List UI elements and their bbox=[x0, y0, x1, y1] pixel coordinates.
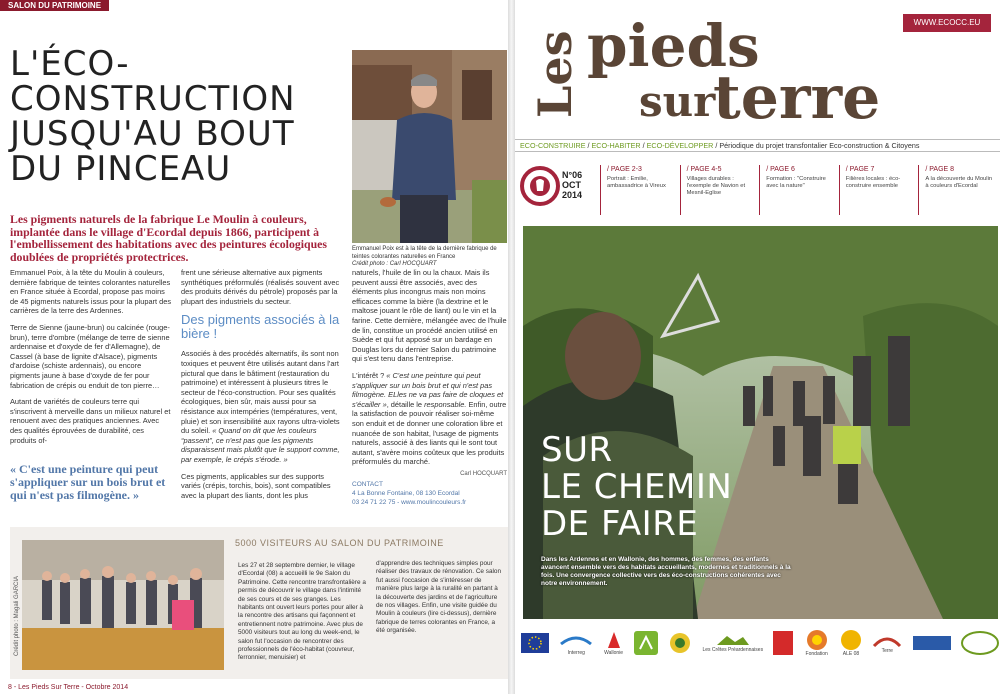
tagline-text: Périodique du projet transfontalier Eco-construction & Citoyens bbox=[719, 141, 920, 150]
paragraph-mid: , détaille le bbox=[386, 399, 423, 409]
box-title: 5000 VISITEURS AU SALON DU PATRIMOINE bbox=[235, 538, 444, 548]
logo-les: Les bbox=[528, 30, 582, 118]
teaser-text: Portrait : Emilie, ambassadrice à Vireux bbox=[607, 176, 666, 190]
paragraph bbox=[352, 371, 507, 467]
pull-quote: « C'est une peinture qui peut s'appliquer sur un bois brut et qui n'est pas filmogène. » bbox=[10, 462, 166, 502]
inline-quote: « C'est une peinture qui peut s'appliquer sur un bois brut et qui n'est pas filmogène. ELles ne va pas faire de cloques et s'écailler » bbox=[352, 370, 504, 409]
teaser-page: / PAGE 6 bbox=[766, 166, 795, 173]
ale08-logo bbox=[840, 629, 862, 657]
teaser-item[interactable] bbox=[600, 165, 680, 215]
title-line: CONSTRUCTION bbox=[10, 79, 296, 119]
tagline-eco-habiter: ECO-HABITER bbox=[591, 141, 641, 150]
issue-month: OCT bbox=[562, 180, 581, 190]
tagline-separator: / bbox=[642, 141, 647, 150]
logo-label: Wallonie bbox=[604, 650, 624, 656]
logo-label: Terre bbox=[881, 648, 893, 654]
logo-label: Les Crêtes Préardennaises bbox=[702, 647, 764, 653]
title-line: DU PINCEAU bbox=[10, 149, 232, 189]
author-signature: Carl HOCQUART bbox=[460, 470, 507, 477]
teaser-page: / PAGE 8 bbox=[925, 166, 955, 173]
text-column-2 bbox=[181, 268, 343, 507]
green-leaf-logo bbox=[634, 631, 658, 655]
issue-year: 2014 bbox=[562, 190, 583, 200]
box-column-2: d'apprendre des techniques simples pour réaliser des travaux de rénovation. Ce salon fut aussi l'occasion de s'intéresser de manière plus large à la ruralité en partant à la découverte des jardins et de l'agriculture de nos villages. Enfin, une visite guidée du Moulin à couleurs (lire ci-dessus), dernière fabrique de terres colorantes en France, a été organisée. bbox=[376, 560, 502, 635]
paragraph-end: Enfin, outre la satisfaction de pouvoir réaliser soi-même son enduit et de donner une coloration libre et nuancée de son habitat, l'usage de pigments naturels, associé à des liants qui le sont tout autant, s'avère moins coûteux que les produits préformulés du marché. bbox=[352, 399, 507, 467]
article-title bbox=[10, 44, 350, 189]
contact-block bbox=[352, 480, 507, 507]
photo-credit-vertical bbox=[12, 548, 20, 658]
teaser-text: Formation : "Construire avec la nature" bbox=[766, 176, 826, 190]
logo-label: ALE 08 bbox=[842, 651, 860, 657]
teaser-item[interactable] bbox=[680, 165, 760, 215]
paragraph: Ces pigments, applicables sur des supports variés (crépis, torchis, bois), sont compatibles avec la plupart des liants, dont les plus bbox=[181, 471, 331, 500]
box-column-1: Les 27 et 28 septembre dernier, le village d'Ecordal (08) a accueilli le 9e Salon du Patrimoine. Cette rencontre transfrontalière a permis de découvrir le village dans l'intimité de ses cours et de ses granges. Les habitants ont ouvert leurs portes pour aller à la rencontre des artisans qui façonnent et entretiennent notre patrimoine. Avec plus de 5000 visiteurs tout au long du week-end, le salon fut l'occasion de rencontrer des professionnels de l'éco-habitat (couvreur, ferronnier, menuisier) et bbox=[238, 562, 366, 662]
paragraph bbox=[181, 349, 343, 464]
tagline-separator: / bbox=[587, 141, 592, 150]
tagline-separator: / bbox=[715, 141, 720, 150]
emblem-logo bbox=[668, 631, 692, 655]
tagline-eco-developper: ECO-DÉVELOPPER bbox=[646, 141, 714, 150]
paragraph-text: Associés à des procédés alternatifs, ils sont non toxiques et peuvent être utilisés autant dans l'art pictural que dans le bâtiment (restauration du patrimoine) et intéressent à plusieurs titres le secteur de l'éco-construction. Pour ses qualités écologiques, bien sûr, mais aussi pour sa résistance aux intempéries (températures, vent, pluie) et son insensibilité aux rayons ultra-violets du soleil. bbox=[181, 349, 340, 436]
paragraph-start: L'intérêt ? bbox=[352, 370, 385, 380]
contents-teasers bbox=[600, 165, 998, 215]
text-column-3 bbox=[352, 268, 507, 479]
cretes-logo bbox=[702, 633, 763, 653]
red-square-logo bbox=[773, 631, 793, 655]
visitors-photo bbox=[22, 540, 224, 670]
tagline-bar bbox=[515, 139, 1000, 152]
teaser-text: A la découverte du Moulin à couleurs d'Ecordal bbox=[925, 176, 993, 190]
cover-headline bbox=[541, 432, 732, 543]
page-footer: 8 - Les Pieds Sur Terre - Octobre 2014 bbox=[8, 684, 129, 691]
teaser-text: Filières locales : éco-construire ensemble bbox=[845, 176, 901, 190]
right-page bbox=[515, 0, 1000, 694]
issue-info bbox=[562, 170, 582, 200]
logo-terre: terre bbox=[713, 63, 881, 133]
contact-address: 4 La Bonne Fontaine, 08 130 Ecordal bbox=[352, 490, 460, 497]
paragraph: naturels, l'huile de lin ou la chaux. Mais ils peuvent aussi être associés, avec des éléments plus incongrus mais non moins efficaces comme la bière (la dextrine et le maltose jouant le rôle de liant) ou le vin et la farine. Cette dernière, mélangée avec de l'huile de lin, constitue un procédé ancien utilisé en Suède et qui fut apposé sur un bardage en Douglas lors du dernier Salon du patrimoine qui s'est tenu dans l'entreprise. bbox=[352, 268, 507, 364]
teaser-item[interactable] bbox=[759, 165, 839, 215]
logo-label: Interreg bbox=[567, 650, 585, 656]
wallonie-logo bbox=[604, 630, 624, 656]
headline-line: DE FAIRE bbox=[541, 504, 699, 544]
teaser-page: / PAGE 4-5 bbox=[686, 166, 722, 173]
text-column-1 bbox=[10, 268, 172, 452]
headline-line: LE CHEMIN bbox=[541, 467, 733, 507]
caption-text: Emmanuel Poix est à la tête de la dernière fabrique de teintes colorantes naturelles en France bbox=[352, 246, 497, 260]
portrait-photo bbox=[352, 50, 507, 243]
page-gutter bbox=[508, 0, 515, 694]
teaser-item[interactable] bbox=[839, 165, 919, 215]
foundation-logo bbox=[804, 629, 830, 657]
lead-paragraph: Les pigments naturels de la fabrique Le Moulin à couleurs, implantée dans le village d'Ecordal depuis 1866, participent à l'embellissement des habitations avec des peintures écologiques doublées de propriétés protectrices. bbox=[10, 212, 327, 264]
section-label: SALON DU PATRIMOINE bbox=[0, 0, 109, 11]
title-line: JUSQU'AU BOUT bbox=[10, 114, 295, 154]
contact-label: CONTACT bbox=[352, 481, 383, 488]
round-badge-logo bbox=[961, 631, 999, 655]
terre-logo bbox=[872, 632, 902, 654]
paragraph: frent une sérieuse alternative aux pigments synthétiques préformulés (réalisés souvent avec des produits dérivés du pétrole) proposés par la plupart des industriels du secteur. bbox=[181, 268, 340, 306]
paragraph-resp: responsable. bbox=[424, 399, 467, 409]
logo-sur: sur bbox=[639, 77, 716, 126]
contact-phone-web[interactable]: 03 24 71 22 75 - www.moulincouleurs.fr bbox=[352, 499, 467, 506]
paragraph: Emmanuel Poix, à la tête du Moulin à couleurs, dernière fabrique de teintes colorantes naturelles en France située à Ecordal, propose pas moins de 45 pigments naturels issus pour la plupart des carrières de la terre des Ardennes. bbox=[10, 268, 172, 316]
blue-banner-logo bbox=[913, 636, 951, 650]
paragraph: Autant de variétés de couleurs terre qui s'inscrivent à merveille dans un milieux naturel et renouent avec des pratiques anciennes. Avec des qualités éprouvées de durabilité, ces produits of- bbox=[10, 397, 171, 445]
teaser-text: Villages durables : l'exemple de Navion et Mesnil-Eglise bbox=[686, 176, 746, 197]
photo-credit-text: Crédit photo : Magali GARCIA bbox=[14, 575, 20, 656]
title-line: L'ÉCO- bbox=[10, 44, 130, 84]
interreg-logo bbox=[559, 630, 593, 656]
logo-pieds: pieds bbox=[587, 12, 760, 80]
paragraph: Terre de Sienne (jaune-brun) ou calcinée (rouge-brun), terre d'ombre (mélange de terre de sienne ardennaise et d'oxyde de fer d'Allemagne), de Cassel (à base de lignite d'Alsace), pigments d'ardoise (schiste ardennais), ou encore pigments jaune à base d'oxyde de fer pour fabrication de crépis ou enduit de ton pierre… bbox=[10, 322, 170, 390]
photo-caption bbox=[352, 246, 507, 269]
photo-credit: Crédit photo : Carl HOCQUART bbox=[352, 261, 437, 267]
teaser-page: / PAGE 7 bbox=[845, 166, 875, 173]
partner-logos bbox=[521, 623, 999, 663]
tagline-eco-construire: ECO-CONSTRUIRE bbox=[520, 141, 586, 150]
teaser-item[interactable] bbox=[918, 165, 998, 215]
issue-emblem bbox=[519, 165, 599, 213]
logo-label: Fondation bbox=[805, 651, 828, 657]
teaser-page: / PAGE 2-3 bbox=[607, 166, 642, 173]
masthead-logo bbox=[528, 8, 895, 133]
cover-description: Dans les Ardennes et en Wallonie, des hommes, des femmes, des enfants avancent ensemble vers des habitats accueillants, modernes et traditionnels à la fois. Une convergence collective vers des éco-constructions cohérentes avec notre environnement. bbox=[541, 556, 791, 587]
inline-quote: « Quand on dit que les couleurs “passent”, ce n'est pas que les pigments disparaissent mais plutôt que le support comme, par exemple, le crépis s'érode. » bbox=[181, 426, 340, 464]
headline-line: SUR bbox=[541, 430, 613, 470]
subheading: Des pigments associés à la bière ! bbox=[181, 312, 340, 342]
issue-number: N°06 bbox=[562, 170, 583, 180]
eu-flag-logo bbox=[521, 633, 549, 653]
website-link[interactable]: WWW.ECOCC.EU bbox=[903, 14, 991, 32]
